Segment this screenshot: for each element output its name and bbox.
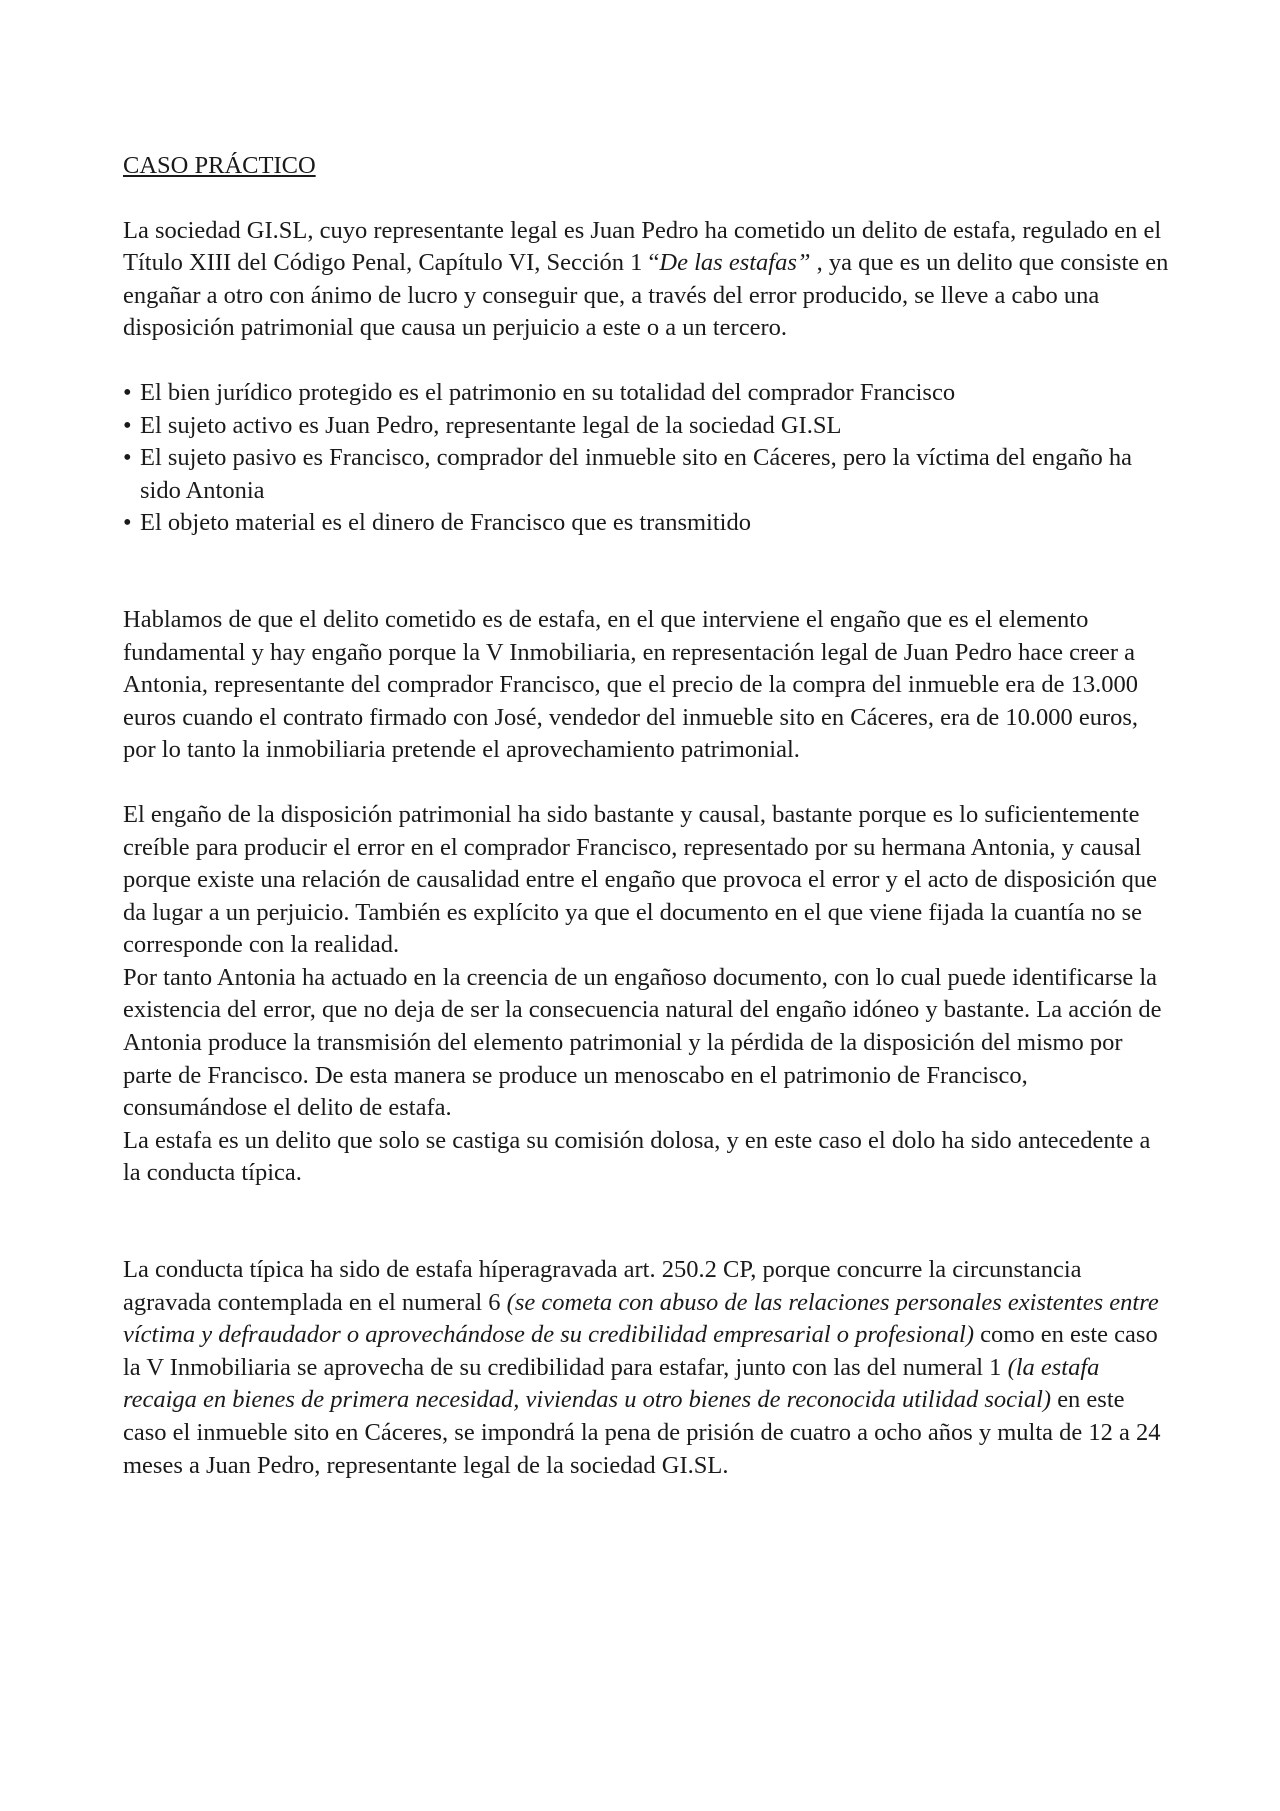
- elements-list: [123, 377, 1173, 540]
- conduct-text-2: como en este caso la V Inmobiliaria se aprovecha de su credibilidad para estafar, junto con las del numeral 1: [123, 1321, 1158, 1381]
- intro-italic-title: De las estafas”: [659, 249, 811, 277]
- document-title: CASO PRÁCTICO: [123, 152, 316, 179]
- intro-text-start: La sociedad GI.SL, cuyo representante legal es Juan Pedro ha cometido un delito de estafa, regulado en el Título XIII del Código Penal, Capítulo VI, Sección 1 “: [123, 216, 1162, 277]
- engano-paragraph: El engaño de la disposición patrimonial ha sido bastante y causal, bastante porque es lo suficientemente creíble para producir el error en el comprador Francisco, representado por su hermana Antonia, y causal porque existe una relación de causalidad entre el engaño que provoca el error y el acto de disposición que da lugar a un perjuicio. También es explícito ya que el documento en el que viene fijada la cuantía no se corresponde con la realidad.: [123, 800, 1158, 959]
- estafa-paragraph: Hablamos de que el delito cometido es de estafa, en el que interviene el engaño que es el elemento fundamental y hay engaño porque la V Inmobiliaria, en representación legal de Juan Pedro hace creer a Antonia, representante del comprador Francisco, que el precio de la compra del inmueble era de 13.000 euros cuando el contrato firmado con José, vendedor del inmueble sito en Cáceres, era de 10.000 euros, por lo tanto la inmobiliaria pretende el aprovechamiento patrimonial.: [123, 605, 1139, 764]
- list-item: • El sujeto activo es Juan Pedro, representante legal de la sociedad GI.SL: [123, 410, 1173, 443]
- conduct-text-3: en este caso el inmueble sito en Cáceres, se impondrá la pena de prisión de cuatro a ocho años y multa de 12 a 24 meses a Juan Pedro, representante legal de la sociedad GI.SL.: [123, 1386, 1161, 1479]
- dolo-paragraph: La estafa es un delito que solo se castiga su comisión dolosa, y en este caso el dolo ha sido antecedente a la conducta típica.: [123, 1126, 1151, 1187]
- conduct-italic-numeral-1: (la estafa recaiga en bienes de primera necesidad, viviendas u otro bienes de reconocida utilidad social): [123, 1353, 1100, 1414]
- conduct-paragraph: [123, 1254, 1173, 1482]
- antonia-paragraph: Por tanto Antonia ha actuado en la creencia de un engañoso documento, con lo cual puede identificarse la existencia del error, que no deja de ser la consecuencia natural del engaño idóneo y bastante. La acción de Antonia produce la transmisión del elemento patrimonial y la pérdida de la disposición del mismo por parte de Francisco. De esta manera se produce un menoscabo en el patrimonio de Francisco, consumándose el delito de estafa.: [123, 963, 1162, 1122]
- list-item: • El objeto material es el dinero de Francisco que es transmitido: [123, 507, 1173, 540]
- list-item: • El bien jurídico protegido es el patrimonio en su totalidad del comprador Francisco: [123, 377, 1173, 410]
- intro-paragraph: [123, 215, 1173, 345]
- document-page: [123, 150, 1173, 1482]
- intro-text-end: , ya que es un delito que consiste en engañar a otro con ánimo de lucro y conseguir que, a través del error producido, se lleve a cabo una disposición patrimonial que causa un perjuicio a este o a un tercero.: [123, 249, 1169, 342]
- conduct-italic-numeral-6: (se cometa con abuso de las relaciones personales existentes entre víctima y defraudador o aprovechándose de su credibilidad empresarial o profesional): [123, 1288, 1159, 1349]
- conduct-text-1: La conducta típica ha sido de estafa híperagravada art. 250.2 CP, porque concurre la circunstancia agravada contemplada en el numeral 6: [123, 1256, 1082, 1316]
- list-item: • El sujeto pasivo es Francisco, comprador del inmueble sito en Cáceres, pero la víctima del engaño ha sido Antonia: [123, 442, 1173, 507]
